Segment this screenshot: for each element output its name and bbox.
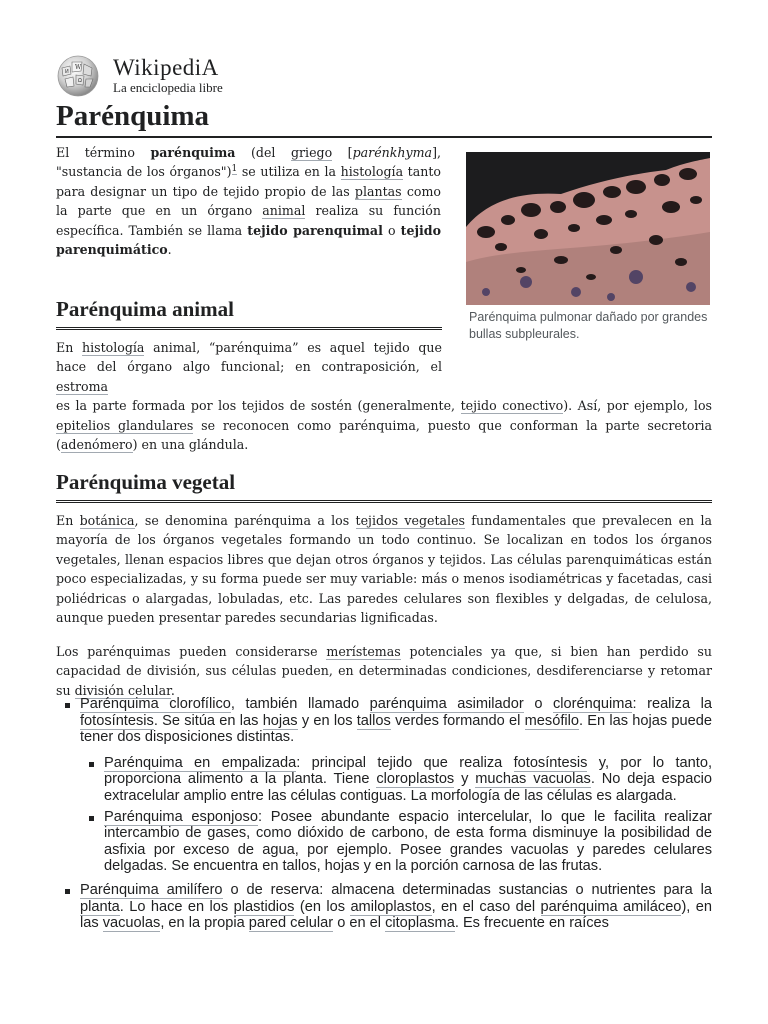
link-parenquima-asimilador[interactable]: parénquima asimilador [369, 696, 524, 712]
link-hojas[interactable]: hojas [262, 712, 298, 729]
figure-caption: Parénquima pulmonar dañado por grandes bullas subpleurales. [469, 310, 708, 341]
site-header [56, 54, 256, 98]
paragraph-vegetal-1: En botánica, se denomina parénquima a los tejidos vegetales fundamentales que prevalecen en la mayoría de los órganos vegetales formando un todo continuo. Se localizan en todos los órganos vegetales, llenan espacios libres que dejan otros órganos y tejidos. Las células parenquimáticas están poco especializadas, y su forma puede ser muy variable: más o menos isodiamétricas y facetadas, casi poliédricas o alargadas, lobuladas, etc. Las paredes celulares son flexibles y delgadas, de celulosa, aunque pueden presentar paredes secundarias lignificadas. [56, 513, 713, 626]
intro-paragraph: El término parénquima (del griego [parénkhyma], "sustancia de los órganos")$^1$ se utiliza en la histología tanto para designar un tipo de tejido propio de las plantas como la parte que en un órgano animal realiza su función específica. También se llama tejido parenquimal o tejido parenquimático. [56, 145, 442, 258]
link-amiloplastos[interactable]: amiloplastos [350, 898, 432, 915]
link-tejido-conectivo[interactable]: tejido conectivo [460, 398, 564, 414]
svg-text:Ω: Ω [78, 78, 82, 84]
heading-parenquima-vegetal: Parénquima vegetal [56, 468, 712, 503]
link-histologia-2[interactable]: histología [81, 340, 145, 355]
link-pared-celular[interactable]: pared celular [248, 915, 334, 932]
link-clorenquima[interactable]: clorénquima [552, 696, 633, 712]
link-division-celular[interactable]: división celular [74, 682, 171, 698]
link-fotosintesis-2[interactable]: fotosíntesis [513, 754, 588, 771]
link-adenomero[interactable]: adenómero [60, 437, 133, 453]
link-epitelios-glandulares[interactable]: epitelios glandulares [56, 417, 194, 433]
link-vacuolas[interactable]: vacuolas [102, 915, 161, 932]
link-parenquima-amilifero[interactable]: Parénquima amilífero [80, 881, 223, 898]
link-tallos[interactable]: tallos [356, 712, 391, 729]
list-item-clorofilico: Parénquima clorofílico, también llamado parénquima asimilador o clorénquima: realiza la fotosíntesis. Se sitúa en las hojas y en los tallos verdes formando el mesófilo. En las hojas puede tener dos disposiciones distintas. Parénquima en empalizada: principal tejido que realiza fotosíntesis y, por lo tanto, proporciona alimento a la planta. Tiene cloroplastos y muchas vacuolas. No deja espacio extracelular amplio entre las células contiguas. La morfología de las células es alargada. Parénquima esponjoso: Posee abundante espacio intercelular, lo que le facilita realizar intercambio de gases, como dióxido de carbono, de esta forma disminuye la posibilidad de asfixia por exceso de agua, por ejemplo. Posee grandes vacuolas y paredes celulares delgadas. Se encuentra en tallos, hojas y en la porción carnosa de las frutas. [80, 696, 713, 875]
link-parenquima-esponjoso[interactable]: Parénquima esponjoso [104, 808, 258, 825]
link-animal[interactable]: animal [262, 203, 306, 219]
link-parenquima-empalizada[interactable]: Parénquima en empalizada [104, 754, 297, 771]
wikipedia-tagline: La enciclopedia libre [113, 80, 223, 95]
link-meristemas[interactable]: merístemas [326, 644, 401, 659]
paragraph-vegetal-2: Los parénquimas pueden considerarse merístemas potenciales ya que, si bien han perdido su capacidad de división, sus células pueden, en determinadas condiciones, desdiferenciarse y retomar su división celular. [56, 644, 712, 698]
parenchyma-types-list [56, 696, 712, 939]
link-parenquima-amilaceo[interactable]: parénquima amiláceo [540, 898, 682, 915]
link-tejidos-vegetales[interactable]: tejidos vegetales [355, 513, 465, 528]
figure-lung-parenchyma [466, 152, 711, 343]
link-fotosintesis[interactable]: fotosíntesis [80, 712, 154, 729]
link-mesofilo[interactable]: mesófilo [524, 712, 579, 729]
link-plastidios[interactable]: plastidios [233, 898, 295, 915]
link-botanica[interactable]: botánica [79, 513, 135, 528]
page-title: Parénquima [56, 96, 712, 138]
link-citoplasma[interactable]: citoplasma [385, 915, 455, 932]
wikipedia-globe-icon[interactable] [56, 54, 100, 98]
link-plantas[interactable]: plantas [354, 183, 402, 199]
list-item-esponjoso: Parénquima esponjoso: Posee abundante espacio intercelular, lo que le facilita realizar intercambio de gases, como dióxido de carbono, de esta forma disminuye la posibilidad de asfixia por exceso de agua, por ejemplo. Posee grandes vacuolas y paredes celulares delgadas. Se encuentra en tallos, hojas y en la porción carnosa de las frutas. [104, 808, 713, 875]
svg-text:И: И [65, 69, 69, 75]
link-parenquima-clorofilico[interactable]: Parénquima clorofílico [80, 696, 231, 712]
svg-text:W: W [75, 64, 82, 71]
link-cloroplastos[interactable]: cloroplastos [376, 771, 455, 788]
link-estroma[interactable]: estroma [56, 378, 109, 394]
heading-parenquima-animal: Parénquima animal [56, 295, 442, 330]
link-histologia[interactable]: histología [340, 164, 404, 180]
paragraph-animal: En histología animal, “parénquima” es aquel tejido que hace del órgano algo funcional; en contraposición, el estroma es la parte formada por los tejidos de sostén (generalmente, tejido conectivo). Así, por ejemplo, los epitelios glandulares se reconocen como parénquima, puesto que conforman la parte secretoria (adenómero) en una glándula. [56, 340, 712, 453]
wikipedia-wordmark[interactable]: WikipediA [113, 55, 219, 80]
list-item-empalizada: Parénquima en empalizada: principal tejido que realiza fotosíntesis y, por lo tanto, proporciona alimento a la planta. Tiene cloroplastos y muchas vacuolas. No deja espacio extracelular amplio entre las células contiguas. La morfología de las células es alargada. [104, 754, 713, 804]
list-item-amilifero: Parénquima amilífero o de reserva: almacena determinadas sustancias o nutrientes para la planta. Lo hace en los plastidios (en los amiloplastos, en el caso del parénquima amiláceo), en las vacuolas, en la propia pared celular o en el citoplasma. Es frecuente en raíces [80, 881, 712, 932]
link-planta[interactable]: planta [80, 898, 120, 915]
lung-parenchyma-photo[interactable] [466, 152, 710, 305]
reference-1[interactable]: 1 [231, 164, 238, 175]
link-muchas-vacuolas[interactable]: muchas vacuolas [475, 771, 591, 788]
link-griego[interactable]: griego [290, 145, 333, 160]
